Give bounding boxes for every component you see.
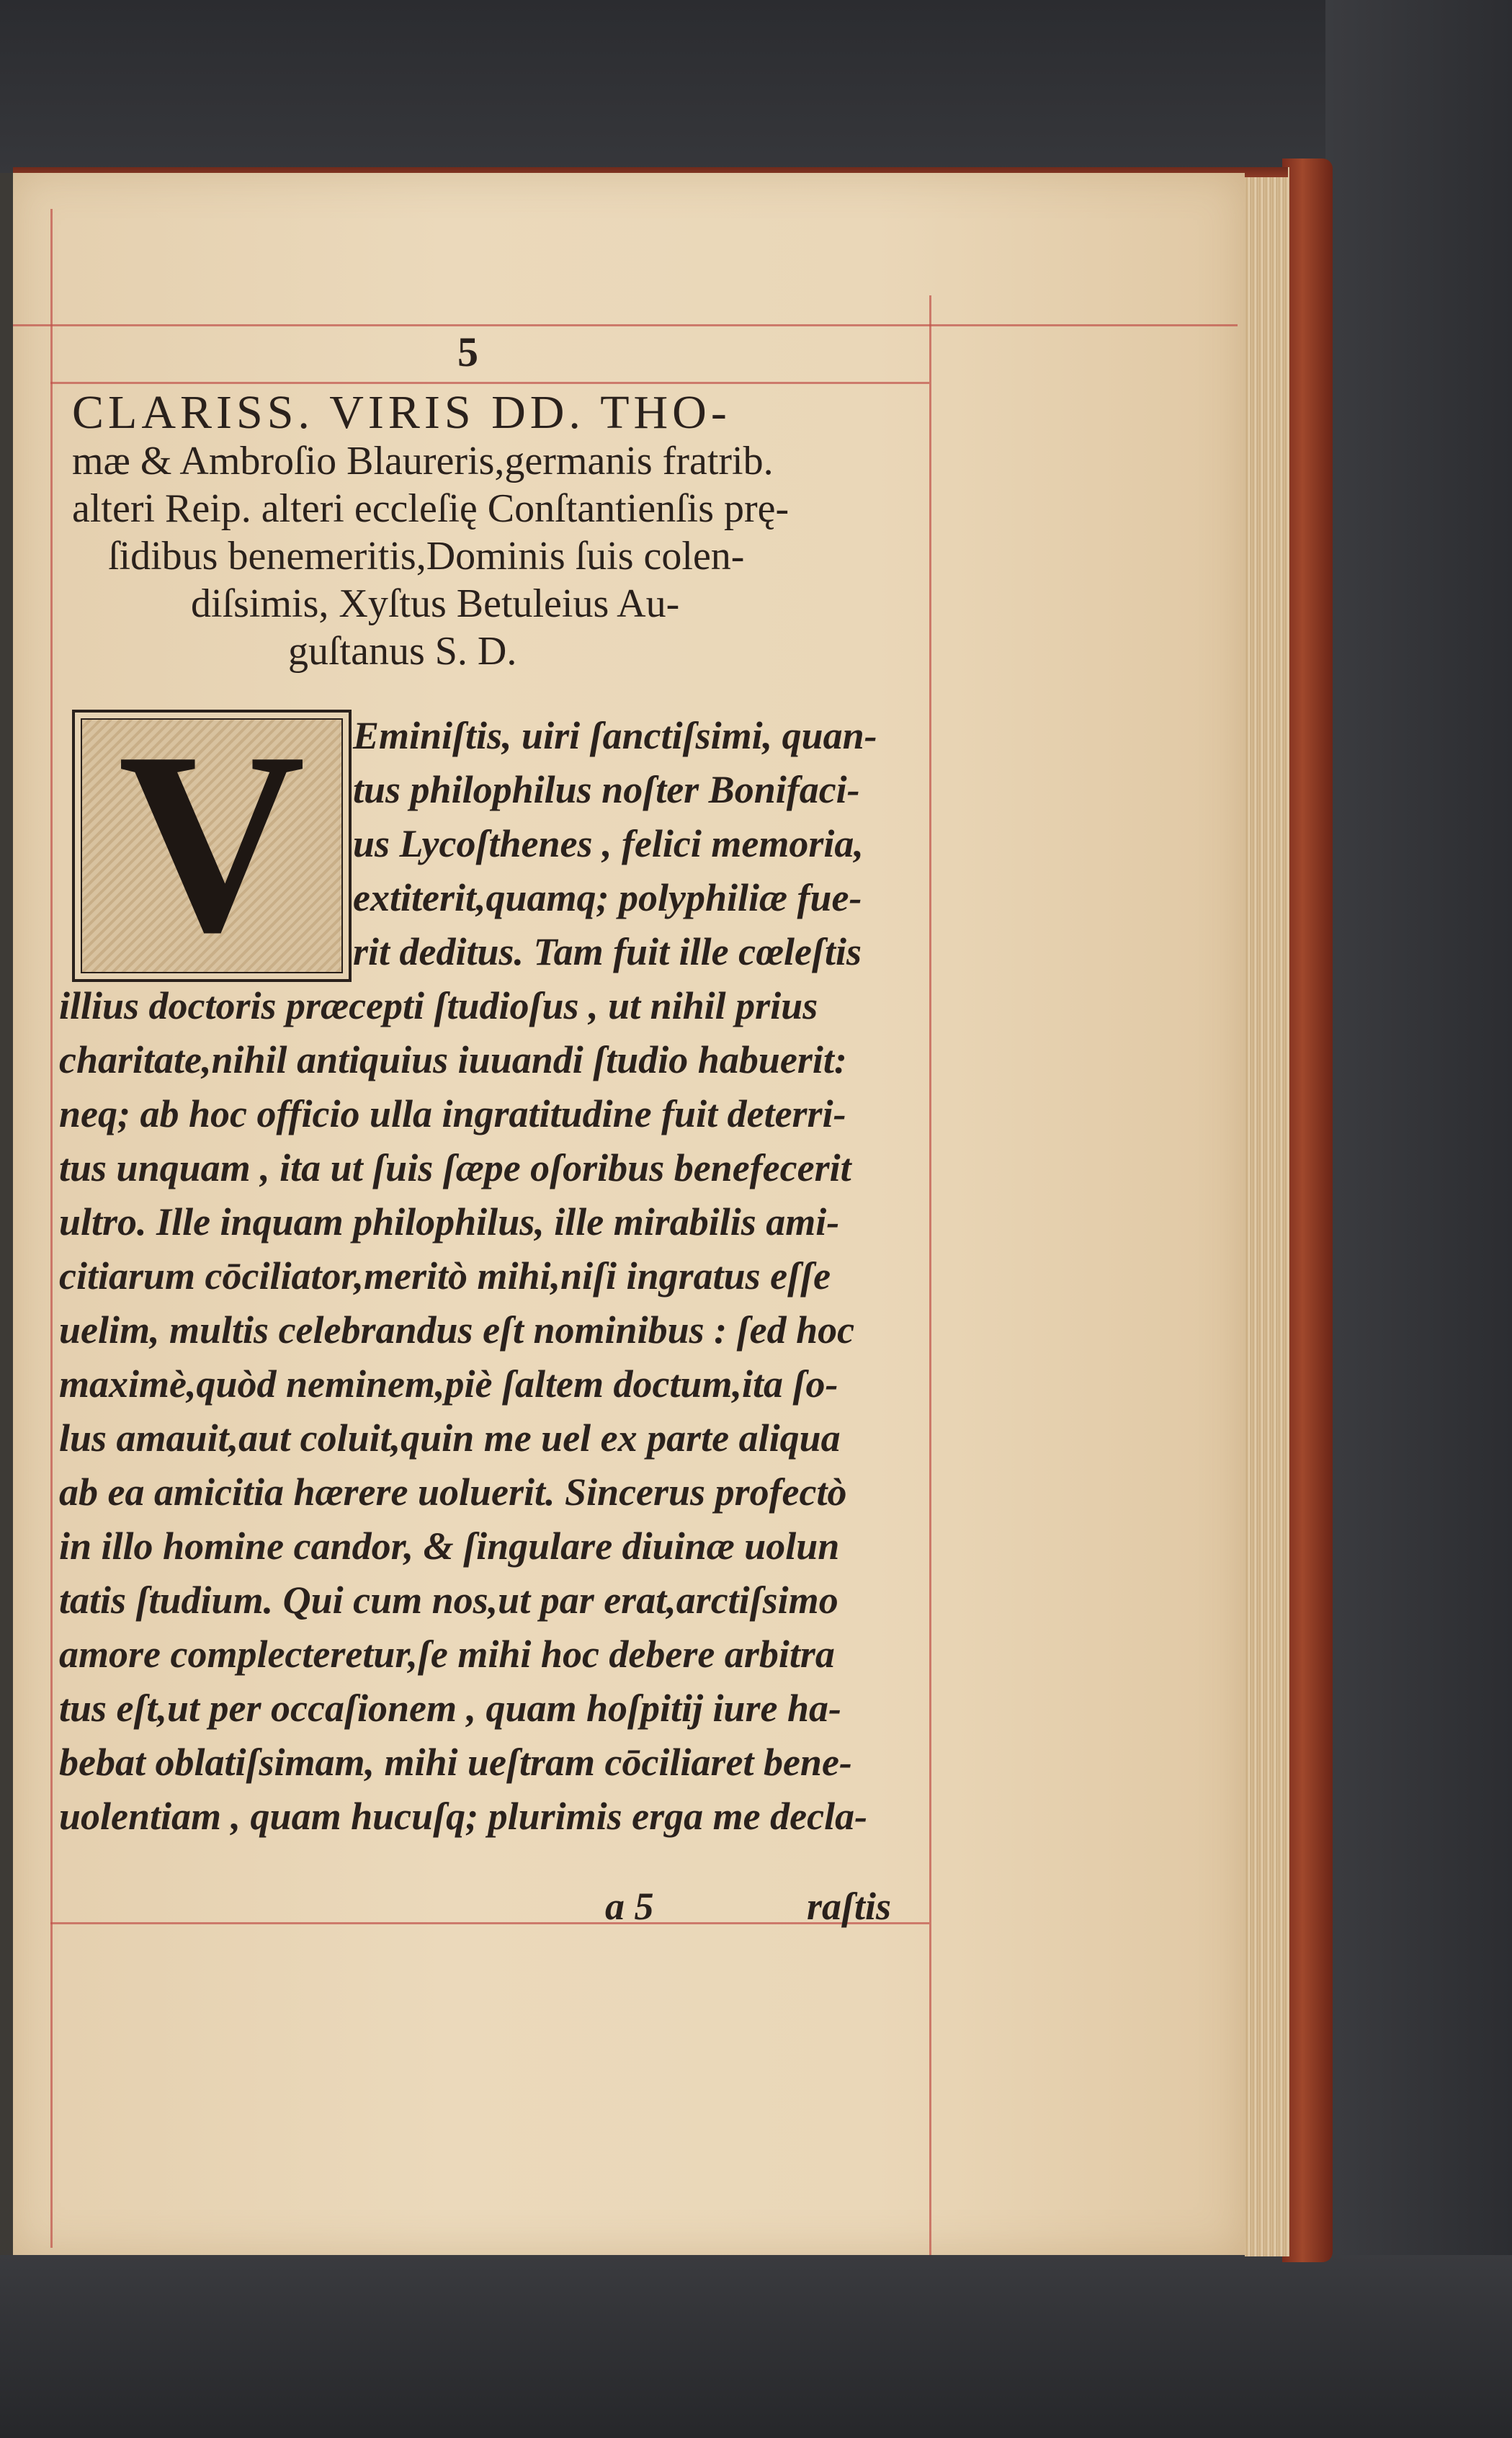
background-bottom bbox=[0, 2255, 1512, 2438]
signature-mark: 5 bbox=[457, 329, 478, 375]
dedication-title: CLARISS. VIRIS DD. THO- bbox=[72, 386, 731, 439]
text-line: ab ea amicitia hærere uoluerit. Sincerus profectò bbox=[59, 1470, 847, 1514]
background-top bbox=[0, 0, 1512, 173]
text-line: maximè,quòd neminem,piè ſaltem doctum,ita ſo- bbox=[59, 1362, 838, 1406]
decorated-initial bbox=[72, 698, 352, 986]
rule-bottom bbox=[50, 1922, 929, 1924]
text-line: bebat oblatiſsimam, mihi ueſtram cōciliaret bene- bbox=[59, 1741, 852, 1784]
text-line: ultro. Ille inquam philophilus, ille mirabilis ami- bbox=[59, 1200, 840, 1243]
rule-header bbox=[50, 382, 929, 384]
text-line: us Lycoſthenes , felici memoria, bbox=[353, 822, 864, 865]
text-line: amore complecteretur,ſe mihi hoc debere arbitra bbox=[59, 1633, 835, 1676]
heading-line: diſsimis, Xyſtus Betuleius Au- bbox=[191, 581, 680, 626]
signature-footer: a 5 bbox=[605, 1885, 654, 1928]
text-line: tatis ſtudium. Qui cum nos,ut par erat,arctiſsimo bbox=[59, 1579, 838, 1622]
text-line: uolentiam , quam hucuſq; plurimis erga me decla- bbox=[59, 1795, 868, 1838]
text-line: citiarum cōciliator,meritò mihi,niſi ingratus eſſe bbox=[59, 1254, 831, 1298]
facing-page-edge bbox=[0, 173, 13, 2255]
text-line: tus unquam , ita ut ſuis ſæpe oſoribus benefecerit bbox=[59, 1146, 851, 1189]
heading-line: alteri Reip. alteri eccleſię Conſtantienſis prę- bbox=[72, 486, 789, 531]
text-line: lus amauit,aut coluit,quin me uel ex parte aliqua bbox=[59, 1416, 841, 1460]
catchword: raſtis bbox=[807, 1885, 892, 1928]
text-line: charitate,nihil antiquius iuuandi ſtudio habuerit: bbox=[59, 1038, 847, 1081]
text-line: in illo homine candor, & ſingulare diuinæ uolun bbox=[59, 1524, 840, 1568]
text-line: neq; ab hoc officio ulla ingratitudine fuit deterri- bbox=[59, 1092, 846, 1135]
heading-line: guſtanus S. D. bbox=[288, 629, 517, 674]
rule-left bbox=[50, 209, 53, 2248]
book-binding bbox=[1282, 158, 1333, 2262]
text-line: Eminiſtis, uiri ſanctiſsimi, quan- bbox=[353, 714, 877, 757]
rule-top bbox=[13, 324, 1238, 326]
text-line: illius doctoris præcepti ſtudioſus , ut nihil prius bbox=[59, 984, 818, 1027]
rule-right bbox=[929, 295, 931, 2255]
text-line: extiterit,quamq; polyphiliæ fue- bbox=[353, 876, 862, 919]
heading-line: mæ & Ambroſio Blaureris,germanis fratrib. bbox=[72, 439, 774, 483]
text-line: tus eſt,ut per occaſionem , quam hoſpitij iure ha- bbox=[59, 1687, 842, 1730]
text-line: uelim, multis celebrandus eſt nominibus : ſed hoc bbox=[59, 1308, 855, 1352]
heading-line: ſidibus benemeritis,Dominis ſuis colen- bbox=[108, 534, 745, 579]
page-fore-edge bbox=[1245, 167, 1289, 2256]
initial-letter: V bbox=[118, 698, 305, 986]
background-right bbox=[1325, 0, 1512, 2438]
text-line: tus philophilus noſter Bonifaci- bbox=[353, 768, 860, 811]
text-line: rit deditus. Tam fuit ille cœleſtis bbox=[353, 930, 862, 973]
